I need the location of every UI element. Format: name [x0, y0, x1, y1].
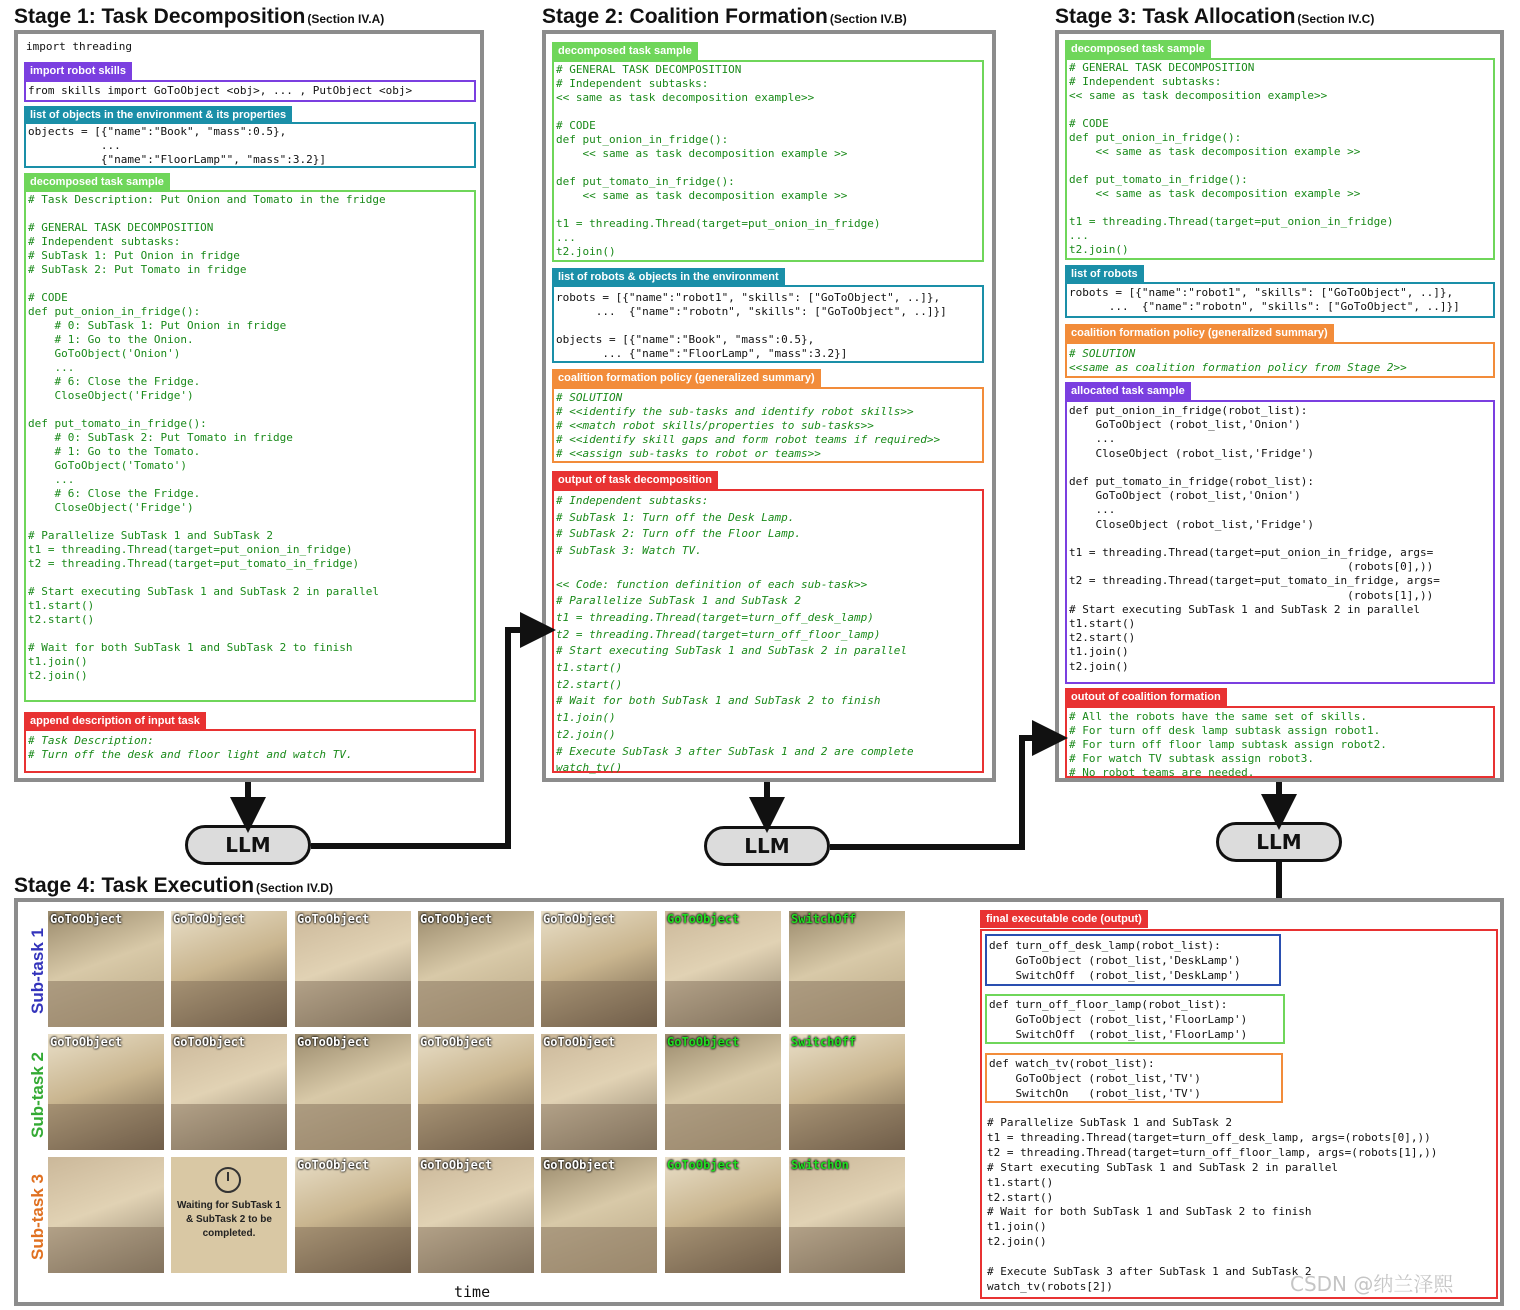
stage1-title: Stage 1: Task Decomposition (Section IV.A)	[14, 5, 385, 28]
tag-coalition-output: outout of coalition formation	[1065, 688, 1227, 706]
scene-floor	[48, 981, 164, 1027]
frame-r3-c3	[295, 1157, 411, 1273]
fn-floor-lamp-code: def turn_off_floor_lamp(robot_list): GoToObject (robot_list,'FloorLamp') SwitchOff (robot_list,'FloorLamp')	[989, 998, 1248, 1041]
stage4-title: Stage 4: Task Execution (Section IV.D)	[14, 874, 333, 897]
action-label: GoToObject	[420, 912, 493, 926]
action-label: GoToObject	[297, 1035, 370, 1049]
fn-watch-tv-box	[985, 1053, 1283, 1103]
arrow-llm1-stage2	[311, 630, 538, 846]
skills-line: from skills import GoToObject <obj>, ... , PutObject <obj>	[28, 84, 413, 97]
decomposed-sample-code: # Task Description: Put Onion and Tomato in the fridge # GENERAL TASK DECOMPOSITION # Independent subtasks: # SubTask 1: Put Onion in fridge # SubTask 2: Put Tomato in fridge # CODE def put_onion_in_fridge(): # 0: SubTask 1: Put Onion in fridge # 1: Go to the Onion. GoToObject('Onion') ... # 6: Close the Fridge. CloseObject('Fridge') def put_tomato_in_fridge(): # 0: SubTask 2: Put Tomato in fridge # 1: Go to the Tomato. GoToObject('Tomato') ... # 6: Close the Fridge. CloseObject('Fridge') # Parallelize SubTask 1 and SubTask 2 t1 = threading.Thread(target=put_onion_in_fridge) t2 = threading.Thread(target=put_tomato_in_fridge) # Start executing SubTask 1 and SubTask 2 in parallel t1.start() t2.start() # Wait for both SubTask 1 and SubTask 2 to finish t1.join() t2.join()	[28, 193, 386, 682]
decomposed-sample-code: # GENERAL TASK DECOMPOSITION # Independent subtasks: << same as task decomposition example>> # CODE def put_onion_in_fridge(): << same as task decomposition example >> def put_tomato_in_fridge(): << same as task decomposition example >> t1 = threading.Thread(target=put_onion_in_fridge) ... t2.join()	[556, 63, 881, 258]
scene-floor	[48, 1104, 164, 1150]
scene-floor	[541, 1104, 657, 1150]
frame-r2-c7	[789, 1034, 905, 1150]
stage3-title: Stage 3: Task Allocation (Section IV.C)	[1055, 5, 1375, 28]
tag-robots-objects: list of robots & objects in the environment	[552, 268, 785, 286]
clock-icon	[215, 1167, 241, 1193]
row-label-subtask-2: Sub-task 2	[28, 1052, 47, 1138]
tag-objects: list of objects in the environment & its properties	[24, 106, 292, 124]
action-label: GoToObject	[667, 1035, 740, 1049]
scene-floor	[789, 1227, 905, 1273]
tag-decomposed-sample: decomposed task sample	[24, 173, 170, 191]
frame-r3-c2	[171, 1157, 287, 1273]
scene-floor	[665, 1227, 781, 1273]
watermark: CSDN @纳兰泽熙	[1290, 1272, 1454, 1296]
frame-r3-c4	[418, 1157, 534, 1273]
frame-r2-c6	[665, 1034, 781, 1150]
tag-coalition-policy: coalition formation policy (generalized summary)	[1065, 324, 1334, 342]
frame-r1-c1	[48, 911, 164, 1027]
action-label: GoToObject	[297, 912, 370, 926]
robots-code: robots = [{"name":"robot1", "skills": ["GoToObject", ..]}, ... {"name":"robotn", "skills": ["GoToObject", ..]}]	[1069, 286, 1460, 313]
scene-floor	[418, 981, 534, 1027]
objects-code: objects = [{"name":"Book", "mass":0.5}, ... {"name":"FloorLamp"", "mass":3.2}]	[28, 125, 327, 166]
tag-task-decomposition-output: output of task decomposition	[552, 471, 718, 489]
scene-floor	[418, 1104, 534, 1150]
import-line: import threading	[26, 40, 132, 53]
scene-floor	[541, 1227, 657, 1273]
robots-objects-code: robots = [{"name":"robot1", "skills": ["GoToObject", ..]}, ... {"name":"robotn", "skills": ["GoToObject", ..]}] objects = [{"name":"Book", "mass":0.5}, ... {"name":"FloorLamp", "mass":3.2}]	[556, 291, 947, 360]
action-label: GoToObject	[667, 912, 740, 926]
scene-floor	[665, 1104, 781, 1150]
tag-final-code: final executable code (output)	[980, 910, 1148, 928]
action-label: SwitchOff	[791, 912, 857, 926]
fn-watch-tv-code: def watch_tv(robot_list): GoToObject (robot_list,'TV') SwitchOn (robot_list,'TV')	[989, 1057, 1201, 1100]
frame-r2-c4	[418, 1034, 534, 1150]
frame-r3-c5	[541, 1157, 657, 1273]
action-label: GoToObject	[543, 1158, 616, 1172]
action-label: GoToObject	[297, 1158, 370, 1172]
arrow-llm2-stage3	[830, 738, 1050, 847]
tag-coalition-policy: coalition formation policy (generalized summary)	[552, 369, 821, 387]
llm-node-3: LLM	[1216, 822, 1342, 862]
scene-floor	[295, 1104, 411, 1150]
row-label-subtask-1: Sub-task 1	[28, 928, 47, 1014]
fn-floor-lamp-box	[985, 994, 1285, 1044]
llm-node-2: LLM	[704, 826, 830, 866]
frame-r3-c7	[789, 1157, 905, 1273]
waiting-message: Waiting for SubTask 1 & SubTask 2 to be completed.	[177, 1200, 281, 1239]
action-label: GoToObject	[173, 912, 246, 926]
action-label: SwitchOff	[791, 1035, 857, 1049]
scene-floor	[295, 981, 411, 1027]
action-label: GoToObject	[543, 1035, 616, 1049]
scene-floor	[665, 981, 781, 1027]
frame-r3-c1	[48, 1157, 164, 1273]
action-label: GoToObject	[420, 1158, 493, 1172]
frame-r1-c4	[418, 911, 534, 1027]
action-label: GoToObject	[50, 912, 123, 926]
llm-node-1: LLM	[185, 825, 311, 865]
frame-r3-c6	[665, 1157, 781, 1273]
action-label: GoToObject	[173, 1035, 246, 1049]
scene-floor	[171, 1104, 287, 1150]
coalition-output-code: # All the robots have the same set of skills. # For turn off desk lamp subtask assign robot1. # For turn off floor lamp subtask assign robot2. # For watch TV subtask assign robot3. # No robot teams are needed.	[1069, 710, 1387, 779]
final-code-box	[980, 929, 1498, 1299]
frame-r2-c2	[171, 1034, 287, 1150]
fn-desk-lamp-box	[985, 934, 1281, 986]
action-label: SwitchOn	[791, 1158, 849, 1172]
frame-r1-c7	[789, 911, 905, 1027]
tag-robots: list of robots	[1065, 265, 1144, 283]
tag-allocated-sample: allocated task sample	[1065, 382, 1191, 400]
scene-floor	[295, 1227, 411, 1273]
scene-floor	[789, 1104, 905, 1150]
scene-floor	[418, 1227, 534, 1273]
action-label: GoToObject	[667, 1158, 740, 1172]
frame-r2-c5	[541, 1034, 657, 1150]
coalition-policy-code: # SOLUTION <<same as coalition formation policy from Stage 2>>	[1069, 347, 1407, 374]
tag-import-skills: import robot skills	[24, 62, 132, 80]
frame-r2-c1	[48, 1034, 164, 1150]
frame-r1-c6	[665, 911, 781, 1027]
action-label: GoToObject	[543, 912, 616, 926]
tag-append-description: append description of input task	[24, 712, 206, 730]
stage2-title: Stage 2: Coalition Formation (Section IV.B)	[542, 5, 907, 28]
frame-r2-c3	[295, 1034, 411, 1150]
time-axis-label: time	[454, 1283, 491, 1301]
append-description-code: # Task Description: # Turn off the desk and floor light and watch TV.	[28, 734, 353, 761]
scene-floor	[789, 981, 905, 1027]
allocated-sample-code: def put_onion_in_fridge(robot_list): GoToObject (robot_list,'Onion') ... CloseObject (robot_list,'Fridge') def put_tomato_in_fridge(robot_list): GoToObject (robot_list,'Onion') ... CloseObject (robot_list,'Fridge') t1 = threading.Thread(target=put_onion_in_fridge, args= (robots[0],)) t2 = threading.Thread(target=put_tomato_in_fridge, args= (robots[1],)) # Start executing SubTask 1 and SubTask 2 in parallel t1.start() t2.start() t1.join() t2.join()	[1069, 404, 1440, 673]
task-decomposition-output-code: # Independent subtasks: # SubTask 1: Turn off the Desk Lamp. # SubTask 2: Turn off the Floor Lamp. # SubTask 3: Watch TV. << Code: function definition of each sub-task>> # Parallelize SubTask 1 and SubTask 2 t1 = threading.Thread(target=turn_off_desk_lamp) t2 = threading.Thread(target=turn_off_floor_lamp) # Start executing SubTask 1 and SubTask 2 in parallel t1.start() t2.start() # Wait for both SubTask 1 and SubTask 2 to finish t1.join() t2.join() # Execute SubTask 3 after SubTask 1 and 2 are complete watch_tv()	[556, 494, 914, 775]
decomposed-sample-code: # GENERAL TASK DECOMPOSITION # Independent subtasks: << same as task decomposition example>> # CODE def put_onion_in_fridge(): << same as task decomposition example >> def put_tomato_in_fridge(): << same as task decomposition example >> t1 = threading.Thread(target=put_onion_in_fridge) ... t2.join()	[1069, 61, 1394, 256]
final-main-code: # Parallelize SubTask 1 and SubTask 2 t1 = threading.Thread(target=turn_off_desk_lamp, args=(robots[0],)) t2 = threading.Thread(target=turn_off_floor_lamp, args=(robots[1],)) # Start executing SubTask 1 and SubTask 2 in parallel t1.start() t2.start() # Wait for both SubTask 1 and SubTask 2 to finish t1.join() t2.join() # Execute SubTask 3 after SubTask 1 and SubTask 2 watch_tv(robots[2])	[987, 1116, 1438, 1293]
frame-r1-c2	[171, 911, 287, 1027]
action-label: GoToObject	[50, 1035, 123, 1049]
scene-floor	[48, 1227, 164, 1273]
action-label: GoToObject	[420, 1035, 493, 1049]
fn-desk-lamp-code: def turn_off_desk_lamp(robot_list): GoToObject (robot_list,'DeskLamp') SwitchOff (robot_list,'DeskLamp')	[989, 939, 1241, 982]
scene-floor	[541, 981, 657, 1027]
scene-floor	[171, 981, 287, 1027]
tag-decomposed-sample: decomposed task sample	[1065, 40, 1211, 58]
coalition-policy-code: # SOLUTION # <<identify the sub-tasks and identify robot skills>> # <<match robot skills/properties to sub-tasks>> # <<identify skill gaps and form robot teams if required>> # <<assign sub-tasks to robot or teams>>	[556, 391, 941, 460]
tag-decomposed-sample: decomposed task sample	[552, 42, 698, 60]
frame-r1-c5	[541, 911, 657, 1027]
frame-r1-c3	[295, 911, 411, 1027]
row-label-subtask-3: Sub-task 3	[28, 1174, 47, 1260]
